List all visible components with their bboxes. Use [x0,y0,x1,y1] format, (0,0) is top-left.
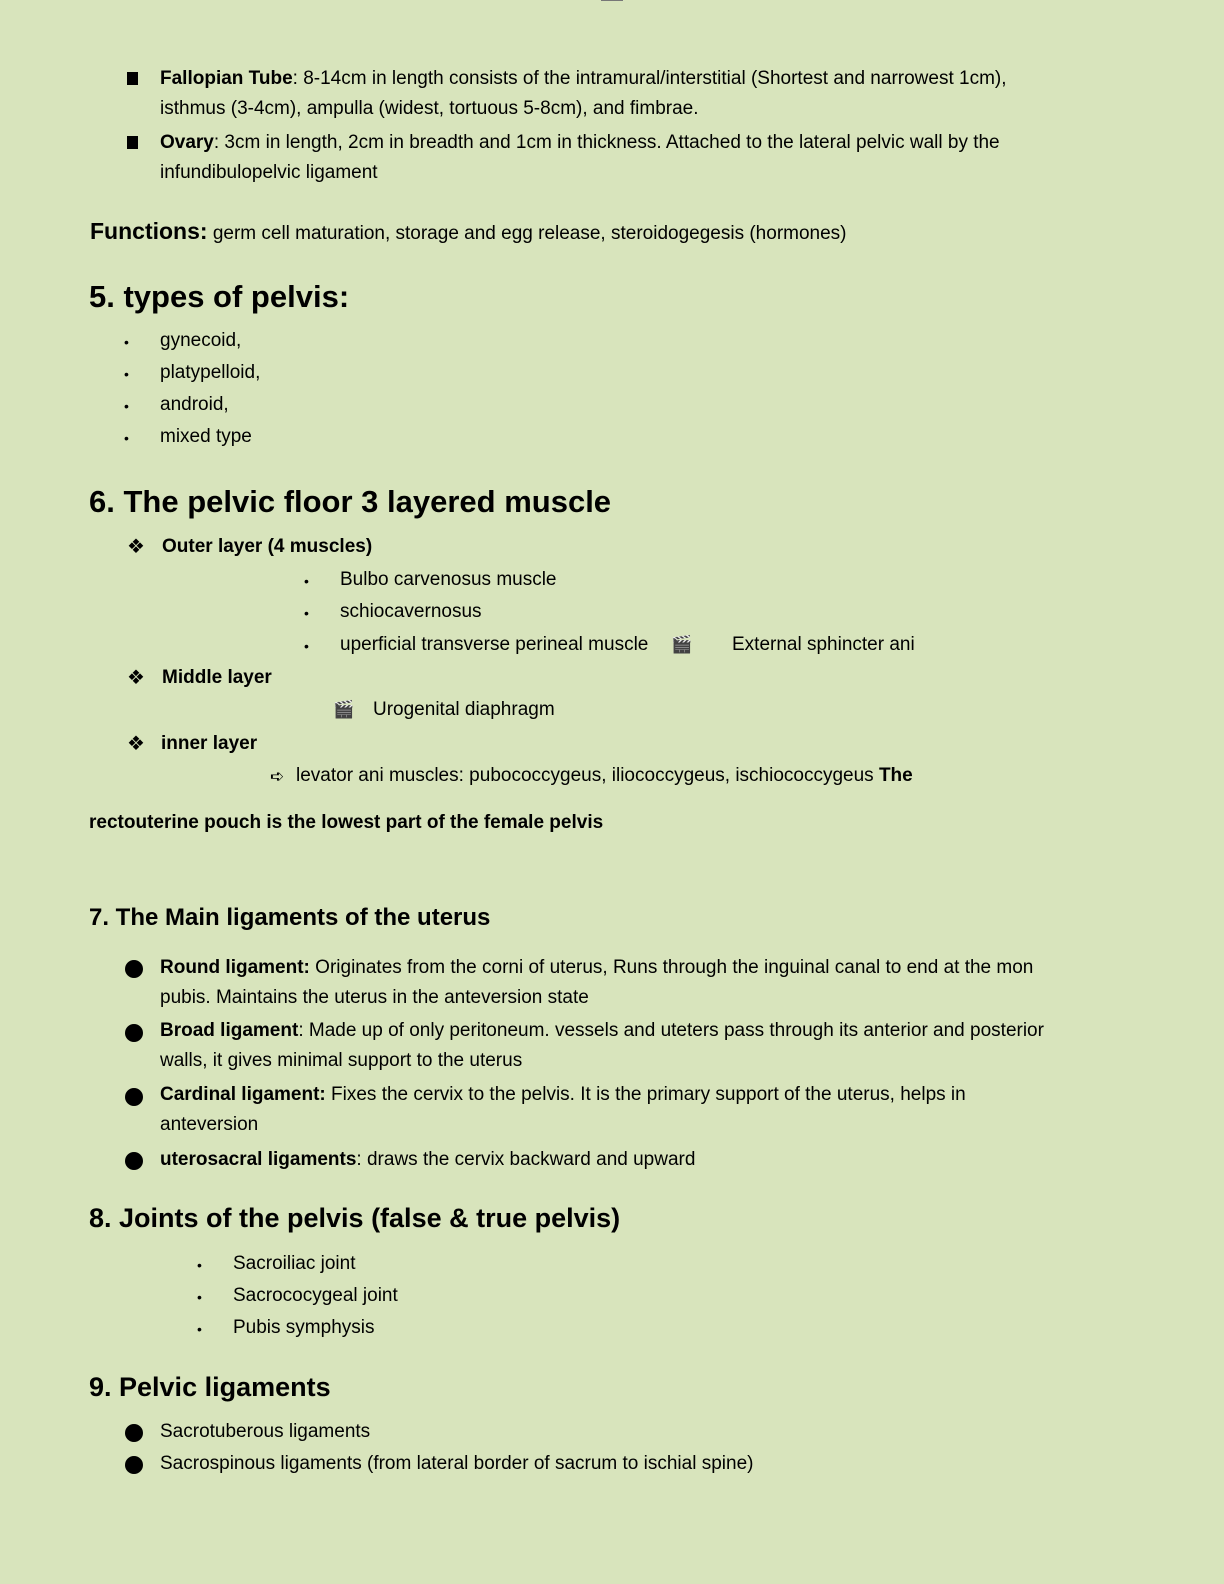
round-ligament-line2: pubis. Maintains the uterus in the anteversion state [160,987,589,1008]
pelvic-ligament-1: Sacrotuberous ligaments [160,1421,371,1442]
section9-heading: 9. Pelvic ligaments [89,1372,331,1402]
fallopian-term: Fallopian Tube [160,68,293,89]
ovary-desc: : 3cm in length, 2cm in breadth and 1cm in thickness. Attached to the lateral pelvic wall by the [213,132,1000,153]
circle-bullet-icon [125,1088,143,1106]
section6-heading: 6. The pelvic floor 3 layered muscle [89,484,612,519]
inner-layer-item [296,761,913,791]
round-ligament-desc: Originates from the corni of uterus, Runs through the inguinal canal to end at the mon [309,957,1034,978]
bullet-icon: • [197,1257,202,1273]
ovary-line1 [160,128,1000,158]
fallopian-line2: isthmus (3-4cm), ampulla (widest, tortuous 5-8cm), and fimbrae. [160,98,699,119]
clapperboard-icon: 🎬 [333,700,355,719]
outer-muscle-3: uperficial transverse perineal muscle [340,634,649,655]
bullet-icon: • [304,573,309,589]
functions-line [90,214,847,251]
square-bullet-icon [127,136,138,149]
inner-layer-label: inner layer [161,733,258,754]
diamond-bullet-icon: ❖ [127,733,145,755]
right-arrow-icon: ➪ [270,767,285,786]
bullet-icon: • [197,1321,202,1337]
pelvis-type-3: android, [160,394,229,415]
section5-heading: 5. types of pelvis: [89,279,350,314]
bullet-icon: • [124,398,129,414]
ovary-line2: infundibulopelvic ligament [160,162,378,183]
round-ligament-line1 [160,953,1033,983]
cardinal-ligament-line2: anteversion [160,1114,259,1135]
bullet-icon: • [304,605,309,621]
section7-heading: 7. The Main ligaments of the uterus [89,904,491,931]
functions-text: germ cell maturation, storage and egg release, steroidogegesis (hormones) [207,223,847,244]
uterosacral-ligament-desc: : draws the cervix backward and upward [356,1149,696,1170]
bullet-icon: • [124,334,129,350]
pelvis-type-1: gynecoid, [160,330,242,351]
bullet-icon: • [124,366,129,382]
circle-bullet-icon [125,1152,143,1170]
page-top-marker [601,0,623,3]
ovary-term: Ovary [160,132,214,153]
outer-muscle-1: Bulbo carvenosus muscle [340,569,557,590]
joint-1: Sacroiliac joint [233,1253,356,1274]
joint-3: Pubis symphysis [233,1317,375,1338]
cardinal-ligament-desc: Fixes the cervix to the pelvis. It is the primary support of the uterus, helps in [325,1084,966,1105]
middle-layer-item: Urogenital diaphragm [373,699,555,720]
outer-layer-label: Outer layer (4 muscles) [162,536,373,557]
circle-bullet-icon [125,1456,143,1474]
cardinal-ligament-term: Cardinal ligament: [160,1084,326,1105]
broad-ligament-term: Broad ligament [160,1020,299,1041]
cardinal-ligament-line1 [160,1080,966,1110]
fallopian-line1 [160,64,1007,94]
round-ligament-term: Round ligament: [160,957,310,978]
diamond-bullet-icon: ❖ [127,667,145,689]
outer-muscle-2: schiocavernosus [340,601,482,622]
square-bullet-icon [127,72,138,85]
circle-bullet-icon [125,1024,143,1042]
broad-ligament-line2: walls, it gives minimal support to the uterus [160,1050,523,1071]
diamond-bullet-icon: ❖ [127,536,145,558]
broad-ligament-desc: : Made up of only peritoneum. vessels and uteters pass through its anterior and posterior [298,1020,1044,1041]
bullet-icon: • [124,430,129,446]
joint-2: Sacrococygeal joint [233,1285,398,1306]
pelvis-type-2: platypelloid, [160,362,261,383]
section8-heading: 8. Joints of the pelvis (false & true pelvis) [89,1203,621,1233]
pelvis-type-4: mixed type [160,426,252,447]
pelvic-ligament-2: Sacrospinous ligaments (from lateral border of sacrum to ischial spine) [160,1453,754,1474]
outer-muscle-extra: External sphincter ani [732,634,915,655]
fallopian-desc: : 8-14cm in length consists of the intramural/interstitial (Shortest and narrowest 1cm), [292,68,1007,89]
inner-layer-the: The [878,765,913,786]
circle-bullet-icon [125,960,143,978]
bullet-icon: • [197,1289,202,1305]
circle-bullet-icon [125,1424,143,1442]
uterosacral-ligament-line [160,1145,695,1175]
inner-layer-muscles: levator ani muscles: pubococcygeus, iliococcygeus, ischiococcygeus [296,765,879,786]
uterosacral-ligament-term: uterosacral ligaments [160,1149,357,1170]
bullet-icon: • [304,638,309,654]
clapperboard-icon: 🎬 [671,635,693,654]
functions-label: Functions: [90,218,208,244]
broad-ligament-line1 [160,1016,1044,1046]
middle-layer-label: Middle layer [162,667,272,688]
rectouterine-pouch-note: rectouterine pouch is the lowest part of the female pelvis [89,812,604,833]
